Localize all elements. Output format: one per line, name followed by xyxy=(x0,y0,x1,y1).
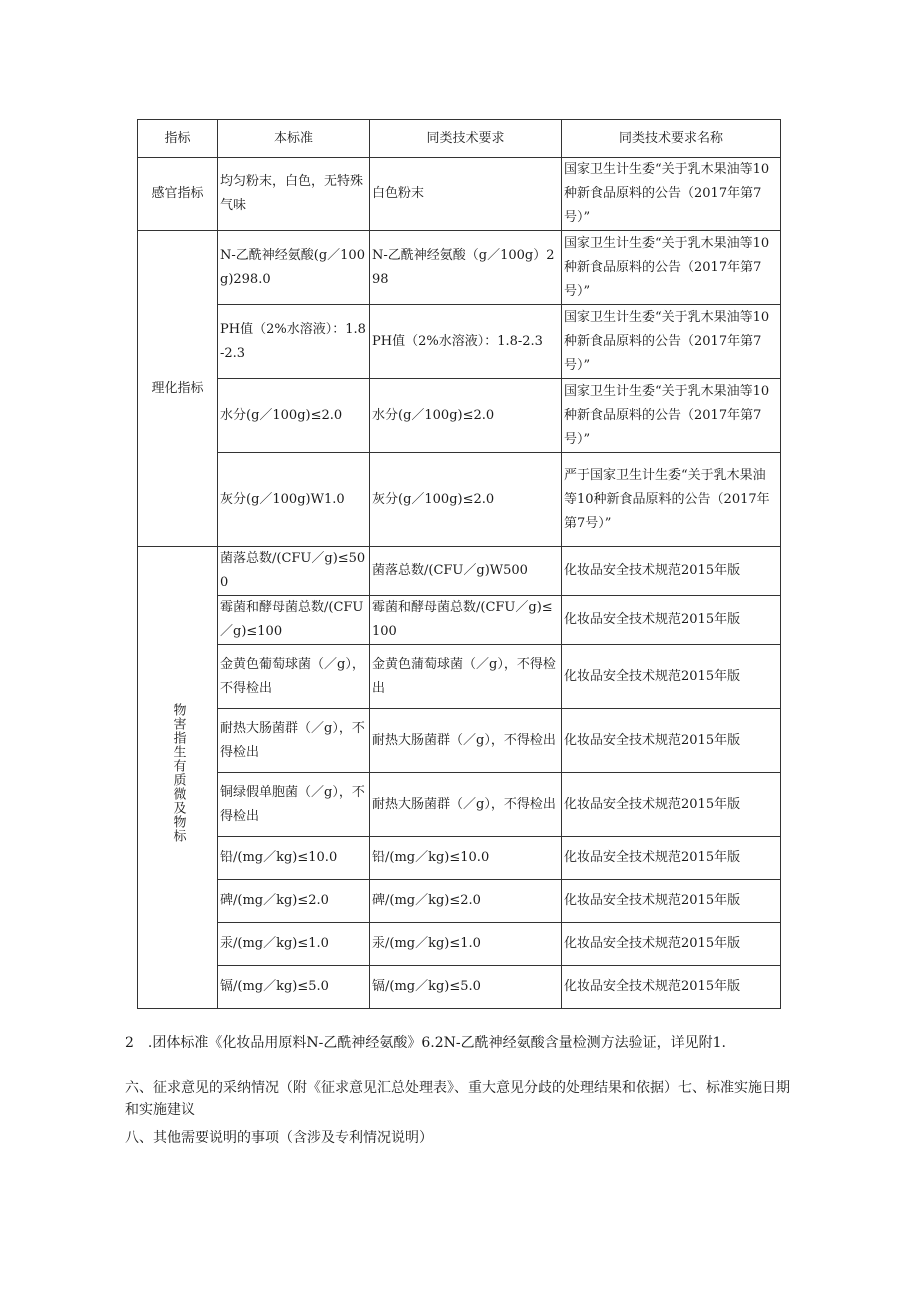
similar-requirement-cell: 耐热大肠菌群（／g），不得检出 xyxy=(370,773,562,837)
table-row xyxy=(138,645,781,709)
note-section-6-7: 六、征求意见的采纳情况（附《征求意见汇总处理表》、重大意见分歧的处理结果和依据）七、标准实施日期和实施建议 xyxy=(125,1080,790,1118)
similar-requirement-name-cell: 化妆品安全技术规范2015年版 xyxy=(562,837,781,880)
similar-requirement-name-cell: 严于国家卫生计生委“关于乳木果油等10种新食品原料的公告（2017年第7号）” xyxy=(562,453,781,547)
similar-requirement-name-cell: 化妆品安全技术规范2015年版 xyxy=(562,923,781,966)
header-this-standard: 本标准 xyxy=(218,120,370,158)
indicator-label: 物害指生有质微及物标 xyxy=(170,703,186,843)
table-row xyxy=(138,305,781,379)
this-standard-cell: 均匀粉末，白色，无特殊气味 xyxy=(218,158,370,231)
similar-requirement-cell: 水分(g／100g)≤2.0 xyxy=(370,379,562,453)
table-header-row xyxy=(138,120,781,158)
this-standard-cell: 铜绿假单胞菌（／g），不得检出 xyxy=(218,773,370,837)
table-row xyxy=(138,773,781,837)
this-standard-cell: PH值（2%水溶液）：1.8-2.3 xyxy=(218,305,370,379)
similar-requirement-cell: 汞/(mg／kg)≤1.0 xyxy=(370,923,562,966)
indicator-label: 理化指标 xyxy=(151,380,204,396)
table-row xyxy=(138,709,781,773)
similar-requirement-cell: 金黄色蒲萄球菌（／g），不得检出 xyxy=(370,645,562,709)
this-standard-cell: 汞/(mg／kg)≤1.0 xyxy=(218,923,370,966)
similar-requirement-cell: 镉/(mg／kg)≤5.0 xyxy=(370,966,562,1009)
note-item-2: 2 .团体标准《化妆品用原料N-乙酰神经氨酸》6.2N-乙酰神经氨酸含量检测方法验证，详见附1. xyxy=(125,1035,726,1051)
this-standard-cell: 碑/(mg／kg)≤2.0 xyxy=(218,880,370,923)
this-standard-cell: 霉菌和酵母菌总数/(CFU／g)≤100 xyxy=(218,596,370,645)
similar-requirement-cell: 白色粉末 xyxy=(370,158,562,231)
standards-comparison-table xyxy=(137,119,781,1009)
similar-requirement-name-cell: 国家卫生计生委“关于乳木果油等10种新食品原料的公告（2017年第7号）” xyxy=(562,305,781,379)
this-standard-cell: N-乙酰神经氨酸(g／100g)298.0 xyxy=(218,231,370,305)
similar-requirement-name-cell: 化妆品安全技术规范2015年版 xyxy=(562,773,781,837)
header-indicator: 指标 xyxy=(138,120,218,158)
similar-requirement-cell: 铅/(mg／kg)≤10.0 xyxy=(370,837,562,880)
similar-requirement-cell: 灰分(g／100g)≤2.0 xyxy=(370,453,562,547)
indicator-cell xyxy=(138,547,218,1009)
table-row xyxy=(138,231,781,305)
table-row xyxy=(138,837,781,880)
this-standard-cell: 耐热大肠菌群（／g），不得检出 xyxy=(218,709,370,773)
this-standard-cell: 铅/(mg／kg)≤10.0 xyxy=(218,837,370,880)
table-row xyxy=(138,923,781,966)
table-row xyxy=(138,596,781,645)
similar-requirement-name-cell: 化妆品安全技术规范2015年版 xyxy=(562,966,781,1009)
this-standard-cell: 灰分(g／100g)W1.0 xyxy=(218,453,370,547)
this-standard-cell: 金黄色葡萄球菌（／g），不得检出 xyxy=(218,645,370,709)
this-standard-cell: 菌落总数/(CFU／g)≤500 xyxy=(218,547,370,596)
indicator-label: 感官指标 xyxy=(151,186,204,201)
indicator-cell xyxy=(138,231,218,547)
similar-requirement-cell: 碑/(mg／kg)≤2.0 xyxy=(370,880,562,923)
similar-requirement-name-cell: 化妆品安全技术规范2015年版 xyxy=(562,547,781,596)
similar-requirement-cell: PH值（2%水溶液）：1.8-2.3 xyxy=(370,305,562,379)
similar-requirement-name-cell: 化妆品安全技术规范2015年版 xyxy=(562,645,781,709)
similar-requirement-name-cell: 化妆品安全技术规范2015年版 xyxy=(562,880,781,923)
similar-requirement-name-cell: 国家卫生计生委“关于乳木果油等10种新食品原料的公告（2017年第7号）” xyxy=(562,158,781,231)
table-row xyxy=(138,547,781,596)
header-similar-requirement: 同类技术要求 xyxy=(370,120,562,158)
note-section-8: 八、其他需要说明的事项（含涉及专利情况说明） xyxy=(125,1130,433,1146)
similar-requirement-name-cell: 化妆品安全技术规范2015年版 xyxy=(562,709,781,773)
similar-requirement-cell: 耐热大肠菌群（／g），不得检出 xyxy=(370,709,562,773)
table-body xyxy=(138,158,781,1009)
table-row xyxy=(138,158,781,231)
table-row xyxy=(138,880,781,923)
similar-requirement-cell: 霉菌和酵母菌总数/(CFU／g)≤100 xyxy=(370,596,562,645)
similar-requirement-name-cell: 国家卫生计生委“关于乳木果油等10种新食品原料的公告（2017年第7号）” xyxy=(562,379,781,453)
similar-requirement-name-cell: 国家卫生计生委“关于乳木果油等10种新食品原料的公告（2017年第7号）” xyxy=(562,231,781,305)
indicator-cell xyxy=(138,158,218,231)
similar-requirement-cell: N-乙酰神经氨酸（g／100g）298 xyxy=(370,231,562,305)
similar-requirement-cell: 菌落总数/(CFU／g)W500 xyxy=(370,547,562,596)
table-row xyxy=(138,453,781,547)
header-similar-requirement-name: 同类技术要求名称 xyxy=(562,120,781,158)
this-standard-cell: 镉/(mg／kg)≤5.0 xyxy=(218,966,370,1009)
this-standard-cell: 水分(g／100g)≤2.0 xyxy=(218,379,370,453)
table-row xyxy=(138,966,781,1009)
similar-requirement-name-cell: 化妆品安全技术规范2015年版 xyxy=(562,596,781,645)
table-row xyxy=(138,379,781,453)
